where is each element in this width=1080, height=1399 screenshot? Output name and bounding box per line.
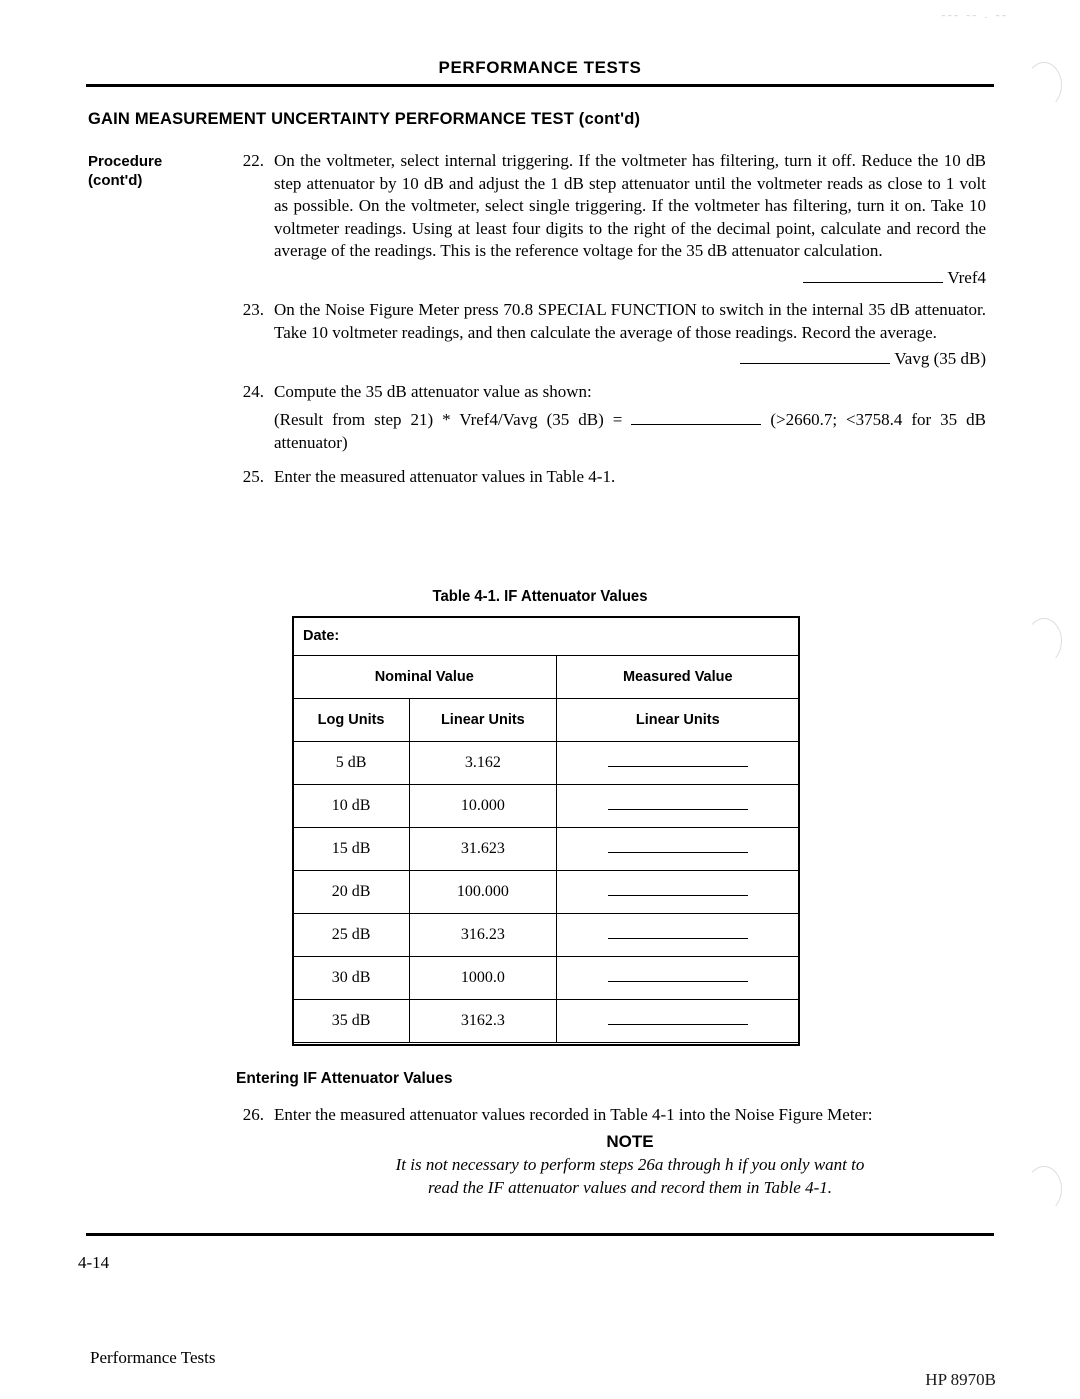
table-row-date — [293, 617, 800, 656]
cell-linear-units: 100.000 — [410, 871, 556, 914]
cell-measured-value[interactable] — [556, 957, 799, 1000]
cell-measured-value[interactable] — [556, 914, 799, 957]
table-row — [293, 914, 800, 957]
table-row — [293, 828, 800, 871]
step-text: Enter the measured attenuator values in Table 4-1. — [274, 467, 616, 486]
step-25 — [236, 466, 986, 489]
step-text: Compute the 35 dB attenuator value as shown: — [274, 381, 592, 401]
table-row — [293, 871, 800, 914]
cell-measured-value[interactable] — [556, 785, 799, 828]
running-header: PERFORMANCE TESTS — [438, 58, 642, 77]
step-24 — [236, 381, 986, 455]
formula-prefix: (Result from step 21) * Vref4/Vavg (35 dB) = — [274, 410, 623, 429]
fill-in-blank[interactable] — [631, 410, 761, 425]
table-row — [293, 957, 800, 1000]
fill-in-blank[interactable] — [740, 349, 890, 364]
cell-log-units: 25 dB — [293, 914, 410, 957]
result-label: Vavg (35 dB) — [894, 349, 986, 368]
step-body — [274, 466, 986, 489]
scan-artifact-text: --- -- . -- — [941, 11, 1008, 20]
table-row — [293, 1000, 800, 1043]
fill-in-blank[interactable] — [608, 840, 748, 853]
step-body — [274, 150, 986, 289]
table-row — [293, 742, 800, 785]
hole-punch-mark — [1026, 1166, 1062, 1212]
step-23 — [236, 299, 986, 371]
step-22 — [236, 150, 986, 289]
page-number: 4-14 — [78, 1253, 110, 1272]
entering-values-heading: Entering IF Attenuator Values — [236, 1070, 453, 1087]
table-row — [293, 785, 800, 828]
step-body — [274, 1104, 986, 1199]
if-attenuator-values-table — [292, 616, 800, 1043]
step-body — [274, 381, 986, 455]
step-formula — [274, 409, 986, 454]
cell-linear-units: 316.23 — [410, 914, 556, 957]
table-row-group-headers — [293, 656, 800, 699]
section-title: GAIN MEASUREMENT UNCERTAINTY PERFORMANCE TEST (cont'd) — [88, 110, 641, 128]
step-text: Enter the measured attenuator values recorded in Table 4-1 into the Noise Figure Meter: — [274, 1105, 873, 1124]
procedure-label-line2: (cont'd) — [88, 172, 143, 189]
cell-measured-value[interactable] — [556, 828, 799, 871]
step-26-row — [236, 1104, 986, 1199]
fill-in-blank[interactable] — [608, 926, 748, 939]
step-number: 24. — [242, 381, 264, 401]
fill-in-blank[interactable] — [608, 1012, 748, 1025]
fill-in-blank[interactable] — [608, 883, 748, 896]
cell-log-units: 10 dB — [293, 785, 410, 828]
step-26 — [236, 1104, 986, 1205]
note-line-1: It is not necessary to perform steps 26a through h if you only want to — [395, 1155, 865, 1174]
cell-log-units: 5 dB — [293, 742, 410, 785]
step-number: 22. — [242, 151, 264, 170]
result-label: Vref4 — [947, 267, 986, 287]
cell-linear-units: 31.623 — [410, 828, 556, 871]
column-header-linear-units-measured: Linear Units — [556, 699, 799, 742]
fill-in-blank[interactable] — [803, 267, 943, 282]
fill-in-blank[interactable] — [608, 969, 748, 982]
date-cell[interactable]: Date: — [293, 617, 800, 656]
procedure-label-line1: Procedure — [88, 153, 163, 170]
header-rule — [86, 84, 994, 87]
cell-measured-value[interactable] — [556, 1000, 799, 1043]
cell-linear-units: 3162.3 — [410, 1000, 556, 1043]
note-line-2: read the IF attenuator values and record them in Table 4-1. — [427, 1178, 832, 1197]
cell-linear-units: 10.000 — [410, 785, 556, 828]
step-number: 23. — [242, 300, 264, 319]
column-header-linear-units-nominal: Linear Units — [410, 699, 556, 742]
group-header-measured: Measured Value — [556, 656, 799, 699]
cell-linear-units: 1000.0 — [410, 957, 556, 1000]
fill-in-blank[interactable] — [608, 797, 748, 810]
hole-punch-mark — [1026, 618, 1062, 664]
formula-suffix: (>2660.7; <3758.4 for 35 dB attenuator) — [274, 410, 986, 452]
cell-log-units: 30 dB — [293, 957, 410, 1000]
cell-linear-units: 3.162 — [410, 742, 556, 785]
column-header-log-units: Log Units — [293, 699, 410, 742]
footer-right-text: HP 8970B — [925, 1370, 996, 1389]
step-result-line — [274, 348, 986, 371]
step-text: On the Noise Figure Meter press 70.8 SPECIAL FUNCTION to switch in the internal 35 dB attenuator. Take 10 voltmeter readings, and then calculate the average of those readings. Record the average. — [274, 300, 986, 342]
group-header-nominal: Nominal Value — [293, 656, 557, 699]
footer-rule — [86, 1233, 994, 1236]
cell-measured-value[interactable] — [556, 871, 799, 914]
footer-left-text: Performance Tests — [90, 1348, 216, 1367]
step-body — [274, 299, 986, 371]
table-caption: Table 4-1. IF Attenuator Values — [432, 588, 648, 605]
step-number: 26. — [242, 1105, 264, 1124]
cell-log-units: 35 dB — [293, 1000, 410, 1043]
cell-measured-value[interactable] — [556, 742, 799, 785]
note-title: NOTE — [606, 1131, 654, 1151]
step-text: On the voltmeter, select internal triggering. If the voltmeter has filtering, turn it off. Reduce the 10 dB step attenuator by 10 dB and adjust the 1 dB step attenuator until the voltmeter reads as close to 1 volt as possible. On the voltmeter, select single triggering. If the voltmeter has filtering, turn it on. Take 10 voltmeter readings. Using at least four digits to the right of the decimal point, calculate and record the average of the readings. This is the reference voltage for the 35 dB attenuator calculation. — [274, 151, 986, 260]
cell-log-units: 20 dB — [293, 871, 410, 914]
fill-in-blank[interactable] — [608, 754, 748, 767]
step-result-line — [274, 267, 986, 290]
step-number: 25. — [242, 467, 264, 486]
procedure-label — [88, 152, 162, 190]
procedure-steps — [236, 150, 986, 495]
cell-log-units: 15 dB — [293, 828, 410, 871]
table-row-column-headers — [293, 699, 800, 742]
